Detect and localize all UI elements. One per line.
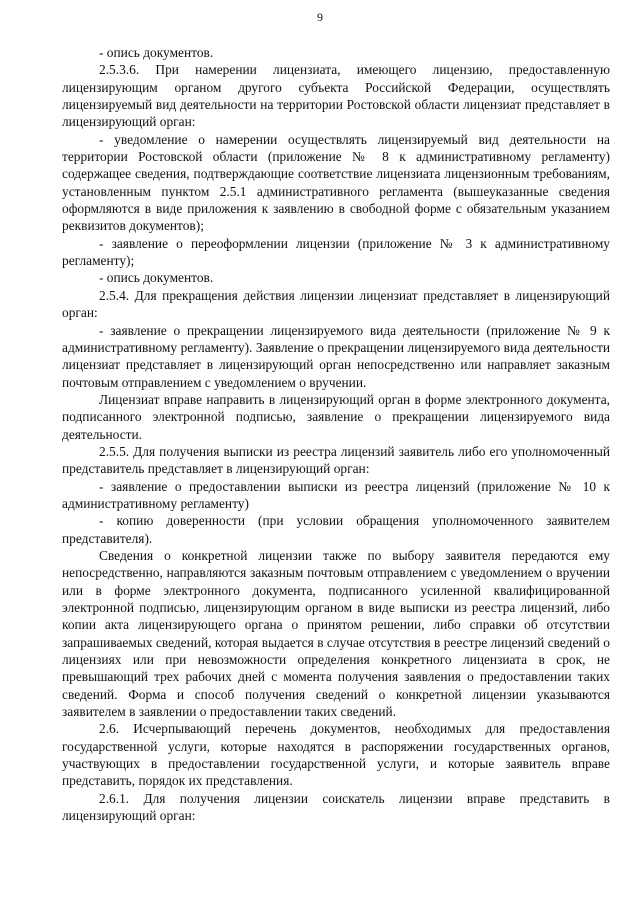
paragraph-2-5-3-6: 2.5.3.6. При намерении лицензиата, имеющего лицензию, предоставленную лицензирующим органом другого субъекта Российской Федерации, осуществлять лицензируемый вид деятельности на территории Ростовской области лицензиат представляет в лицензирующий орган: bbox=[62, 62, 610, 130]
paragraph-2-5-5: 2.5.5. Для получения выписки из реестра лицензий заявитель либо его уполномоченный представитель представляет в лицензирующий орган: bbox=[62, 443, 610, 477]
paragraph-2-6: 2.6. Исчерпывающий перечень документов, необходимых для предоставления государственной услуги, которые находятся в распоряжении государственных органов, участвующих в предоставлении государственной услуги, и которые заявитель вправе представить, порядок их представления. bbox=[62, 721, 610, 789]
paragraph-electronic-submission: Лицензиат вправе направить в лицензирующий орган в форме электронного документа, подписанного электронной подписью, заявление о прекращении лицензируемого вида деятельности. bbox=[62, 391, 610, 442]
paragraph-termination-application-item: - заявление о прекращении лицензируемого вида деятельности (приложение № 9 к административному регламенту). Заявление о прекращении лицензируемого вида деятельности лицензиат представляет в лицензирующий орган непосредственно или направляет заказным почтовым отправлением с уведомлением о вручении. bbox=[62, 322, 610, 390]
paragraph-2-6-1: 2.6.1. Для получения лицензии соискатель лицензии вправе представить в лицензирующий орган: bbox=[62, 790, 610, 824]
page-number: 9 bbox=[317, 10, 323, 24]
document-body bbox=[62, 44, 610, 824]
paragraph-extract-application-item: - заявление о предоставлении выписки из реестра лицензий (приложение № 10 к административному регламенту) bbox=[62, 478, 610, 511]
paragraph-2-5-4: 2.5.4. Для прекращения действия лицензии лицензиат представляет в лицензирующий орган: bbox=[62, 287, 610, 321]
paragraph-power-of-attorney-item: - копию доверенности (при условии обращения уполномоченного заявителем представителя). bbox=[62, 513, 610, 546]
paragraph-inventory-2: - опись документов. bbox=[99, 270, 214, 286]
paragraph-notification-item: - уведомление о намерении осуществлять лицензируемый вид деятельности на территории Ростовской области (приложение № 8 к административному регламенту) содержащее сведения, подтверждающие соответствие лицензиата лицензионным требованиям, установленным пунктом 2.5.1 административного регламента (вышеуказанные сведения оформляются в виде приложения к заявлению в свободной форме с обязательным указанием реквизитов документов); bbox=[62, 131, 610, 234]
paragraph-license-information: Сведения о конкретной лицензии также по выбору заявителя передаются ему непосредственно, направляются заказным почтовым отправлением с уведомлением о вручении или в форме электронного документа, подписанного усиленной квалифицированной электронной подписью, лицензирующим органом в виде выписки из реестра лицензий, либо копии акта лицензирующего органа о принятом решении, либо справки об отсутствии запрашиваемых сведений, которая выдается в случае отсутствия в реестре лицензий сведений о лицензиях или при невозможности определения конкретного лицензиата в срок, не превышающий трех рабочих дней с момента получения заявления о предоставлении таких сведений. Форма и способ получения сведений о конкретной лицензии указываются заявителем в заявлении о предоставлении таких сведений. bbox=[62, 547, 610, 720]
paragraph-inventory-1: - опись документов. bbox=[99, 45, 214, 60]
paragraph-reissue-application-item: - заявление о переоформлении лицензии (приложение № 3 к административному регламенту); bbox=[62, 235, 610, 269]
